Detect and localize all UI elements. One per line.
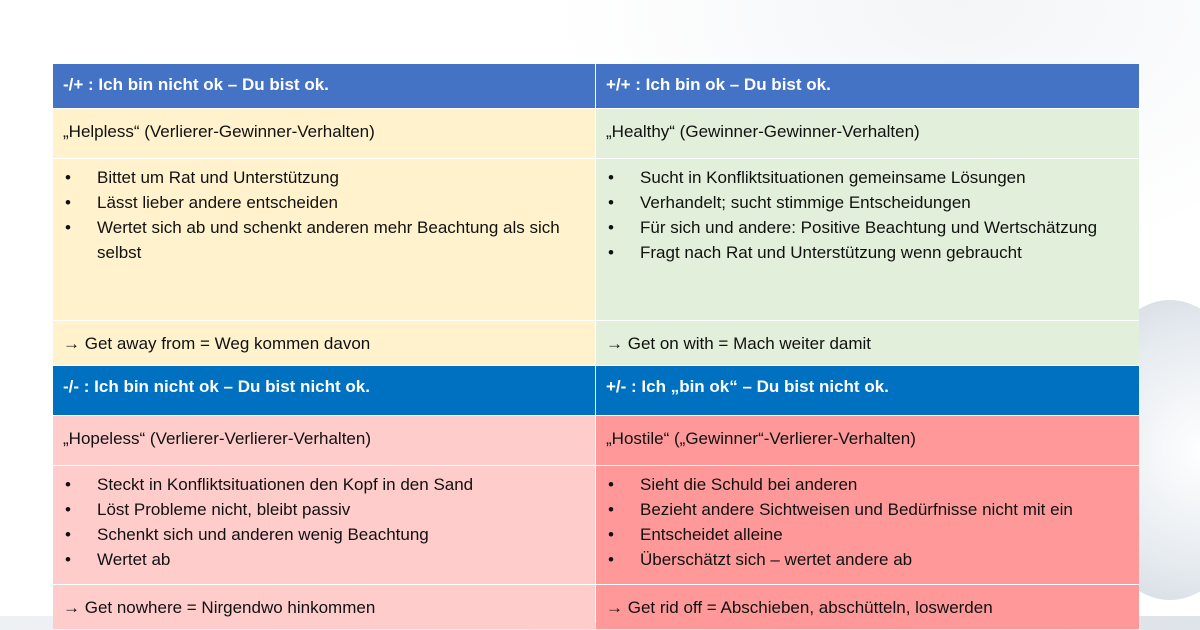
- list-item: • Löst Probleme nicht, bleibt passiv: [63, 497, 585, 522]
- ok-corral-table: [53, 64, 1139, 623]
- bullets-healthy: [596, 159, 1139, 320]
- list-item: • Sucht in Konfliktsituationen gemeinsame Lösungen: [606, 165, 1129, 190]
- list-item: • Schenkt sich und anderen wenig Beachtung: [63, 522, 585, 547]
- header-hopeless: -/- : Ich bin nicht ok – Du bist nicht ok.: [53, 366, 595, 415]
- list-item: • Lässt lieber andere entscheiden: [63, 190, 585, 215]
- list-item: • Fragt nach Rat und Unterstützung wenn gebraucht: [606, 240, 1129, 265]
- header-healthy: +/+ : Ich bin ok – Du bist ok.: [596, 64, 1139, 108]
- outcome-healthy: → Get on with = Mach weiter damit: [596, 321, 1139, 365]
- bullets-helpless: [53, 159, 595, 320]
- outcome-hopeless: → Get nowhere = Nirgendwo hinkommen: [53, 585, 595, 629]
- bullets-hopeless: [53, 466, 595, 584]
- list-item: • Sieht die Schuld bei anderen: [606, 472, 1129, 497]
- outcome-hostile: → Get rid off = Abschieben, abschütteln, loswerden: [596, 585, 1139, 629]
- subtitle-healthy: „Healthy“ (Gewinner-Gewinner-Verhalten): [596, 109, 1139, 158]
- bullets-hostile: [596, 466, 1139, 584]
- list-item: • Bezieht andere Sichtweisen und Bedürfnisse nicht mit ein: [606, 497, 1129, 522]
- header-helpless: -/+ : Ich bin nicht ok – Du bist ok.: [53, 64, 595, 108]
- subtitle-helpless: „Helpless“ (Verlierer-Gewinner-Verhalten): [53, 109, 595, 158]
- list-item: • Steckt in Konfliktsituationen den Kopf in den Sand: [63, 472, 585, 497]
- list-item: • Wertet sich ab und schenkt anderen mehr Beachtung als sich selbst: [63, 215, 585, 265]
- list-item: • Entscheidet alleine: [606, 522, 1129, 547]
- list-item: • Verhandelt; sucht stimmige Entscheidungen: [606, 190, 1129, 215]
- subtitle-hopeless: „Hopeless“ (Verlierer-Verlierer-Verhalten): [53, 416, 595, 465]
- list-item: • Überschätzt sich – wertet andere ab: [606, 547, 1129, 572]
- outcome-helpless: → Get away from = Weg kommen davon: [53, 321, 595, 365]
- subtitle-hostile: „Hostile“ („Gewinner“-Verlierer-Verhalten): [596, 416, 1139, 465]
- list-item: • Für sich und andere: Positive Beachtung und Wertschätzung: [606, 215, 1129, 240]
- list-item: • Bittet um Rat und Unterstützung: [63, 165, 585, 190]
- header-hostile: +/- : Ich „bin ok“ – Du bist nicht ok.: [596, 366, 1139, 415]
- list-item: • Wertet ab: [63, 547, 585, 572]
